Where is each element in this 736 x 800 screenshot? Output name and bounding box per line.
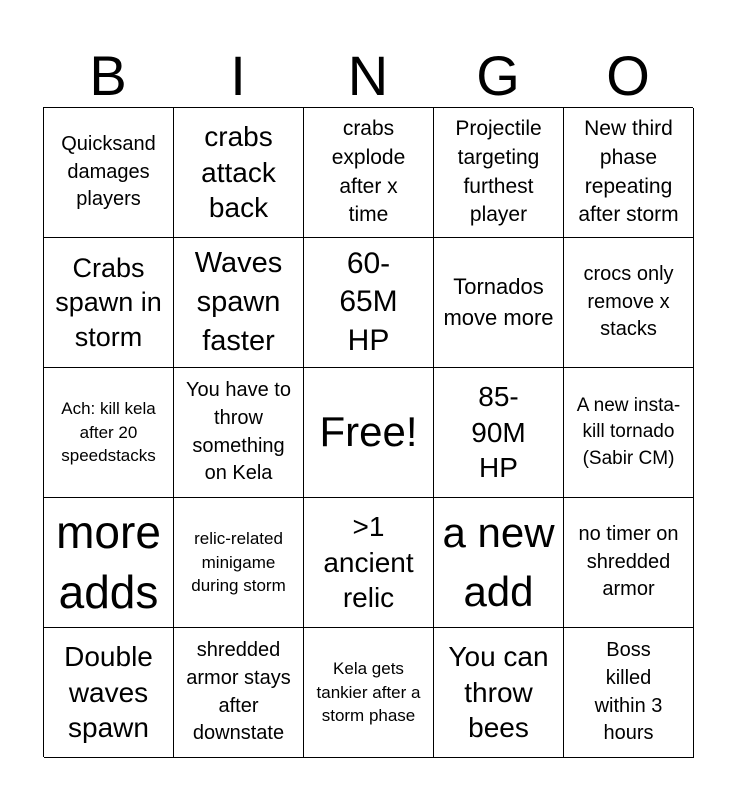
bingo-cell-r5c4[interactable] xyxy=(434,628,564,758)
cell-text: New third phase repeating after storm xyxy=(578,116,679,227)
cell-text: crocs only remove x stacks xyxy=(583,263,674,341)
bingo-cell-r3c4[interactable] xyxy=(434,368,564,498)
bingo-cell-r1c5[interactable] xyxy=(564,108,694,238)
cell-text: more adds xyxy=(56,505,161,618)
bingo-cell-r5c3[interactable] xyxy=(304,628,434,758)
bingo-cell-r1c2[interactable] xyxy=(174,108,304,238)
bingo-cell-r2c5[interactable] xyxy=(564,238,694,368)
bingo-cell-r2c1[interactable] xyxy=(44,238,174,368)
bingo-cell-r3c1[interactable] xyxy=(44,368,174,498)
bingo-cell-free[interactable] xyxy=(304,368,434,498)
cell-text: Boss killed within 3 hours xyxy=(594,639,663,745)
bingo-cell-r4c5[interactable] xyxy=(564,498,694,628)
cell-text: Double waves spawn xyxy=(64,641,153,744)
bingo-cell-r2c2[interactable] xyxy=(174,238,304,368)
cell-text: crabs explode after x time xyxy=(331,116,406,227)
header-letter-b: B xyxy=(89,44,127,107)
bingo-cell-r3c2[interactable] xyxy=(174,368,304,498)
cell-text: Quicksand damages players xyxy=(61,133,156,211)
cell-text: relic-related minigame during storm xyxy=(191,529,286,596)
free-space-text: Free! xyxy=(319,408,418,456)
bingo-cell-r5c1[interactable] xyxy=(44,628,174,758)
bingo-header xyxy=(43,45,693,107)
cell-text: no timer on shredded armor xyxy=(578,523,679,601)
header-letter-g: G xyxy=(476,44,520,107)
cell-text: Crabs spawn in storm xyxy=(55,253,162,352)
bingo-cell-r4c3[interactable] xyxy=(304,498,434,628)
cell-text: Projectile targeting furthest player xyxy=(455,116,542,227)
bingo-cell-r4c1[interactable] xyxy=(44,498,174,628)
cell-text: Kela gets tankier after a storm phase xyxy=(316,659,421,726)
header-letter-i: I xyxy=(230,44,246,107)
header-letter-o: O xyxy=(606,44,650,107)
bingo-cell-r5c5[interactable] xyxy=(564,628,694,758)
bingo-cell-r1c3[interactable] xyxy=(304,108,434,238)
bingo-cell-r3c5[interactable] xyxy=(564,368,694,498)
bingo-cell-r4c2[interactable] xyxy=(174,498,304,628)
bingo-cell-r1c4[interactable] xyxy=(434,108,564,238)
cell-text: a new add xyxy=(442,508,555,615)
cell-text: Ach: kill kela after 20 speedstacks xyxy=(61,399,156,466)
cell-text: Tornados move more xyxy=(443,274,554,330)
cell-text: 60-65M HP xyxy=(339,246,398,357)
bingo-cell-r1c1[interactable] xyxy=(44,108,174,238)
cell-text: shredded armor stays after downstate xyxy=(186,639,291,745)
cell-text: Waves spawn faster xyxy=(194,247,283,357)
header-letter-n: N xyxy=(347,44,389,107)
bingo-cell-r4c4[interactable] xyxy=(434,498,564,628)
bingo-cell-r5c2[interactable] xyxy=(174,628,304,758)
cell-text: A new insta-kill tornado (Sabir CM) xyxy=(576,395,681,469)
cell-text: >1 ancient relic xyxy=(323,511,414,614)
bingo-cell-r2c3[interactable] xyxy=(304,238,434,368)
cell-text: You have to throw something on Kela xyxy=(186,379,291,485)
cell-text: You can throw bees xyxy=(448,641,549,744)
cell-text: crabs attack back xyxy=(201,121,276,224)
bingo-cell-r2c4[interactable] xyxy=(434,238,564,368)
cell-text: 85-90M HP xyxy=(471,381,526,484)
bingo-board xyxy=(43,107,693,757)
